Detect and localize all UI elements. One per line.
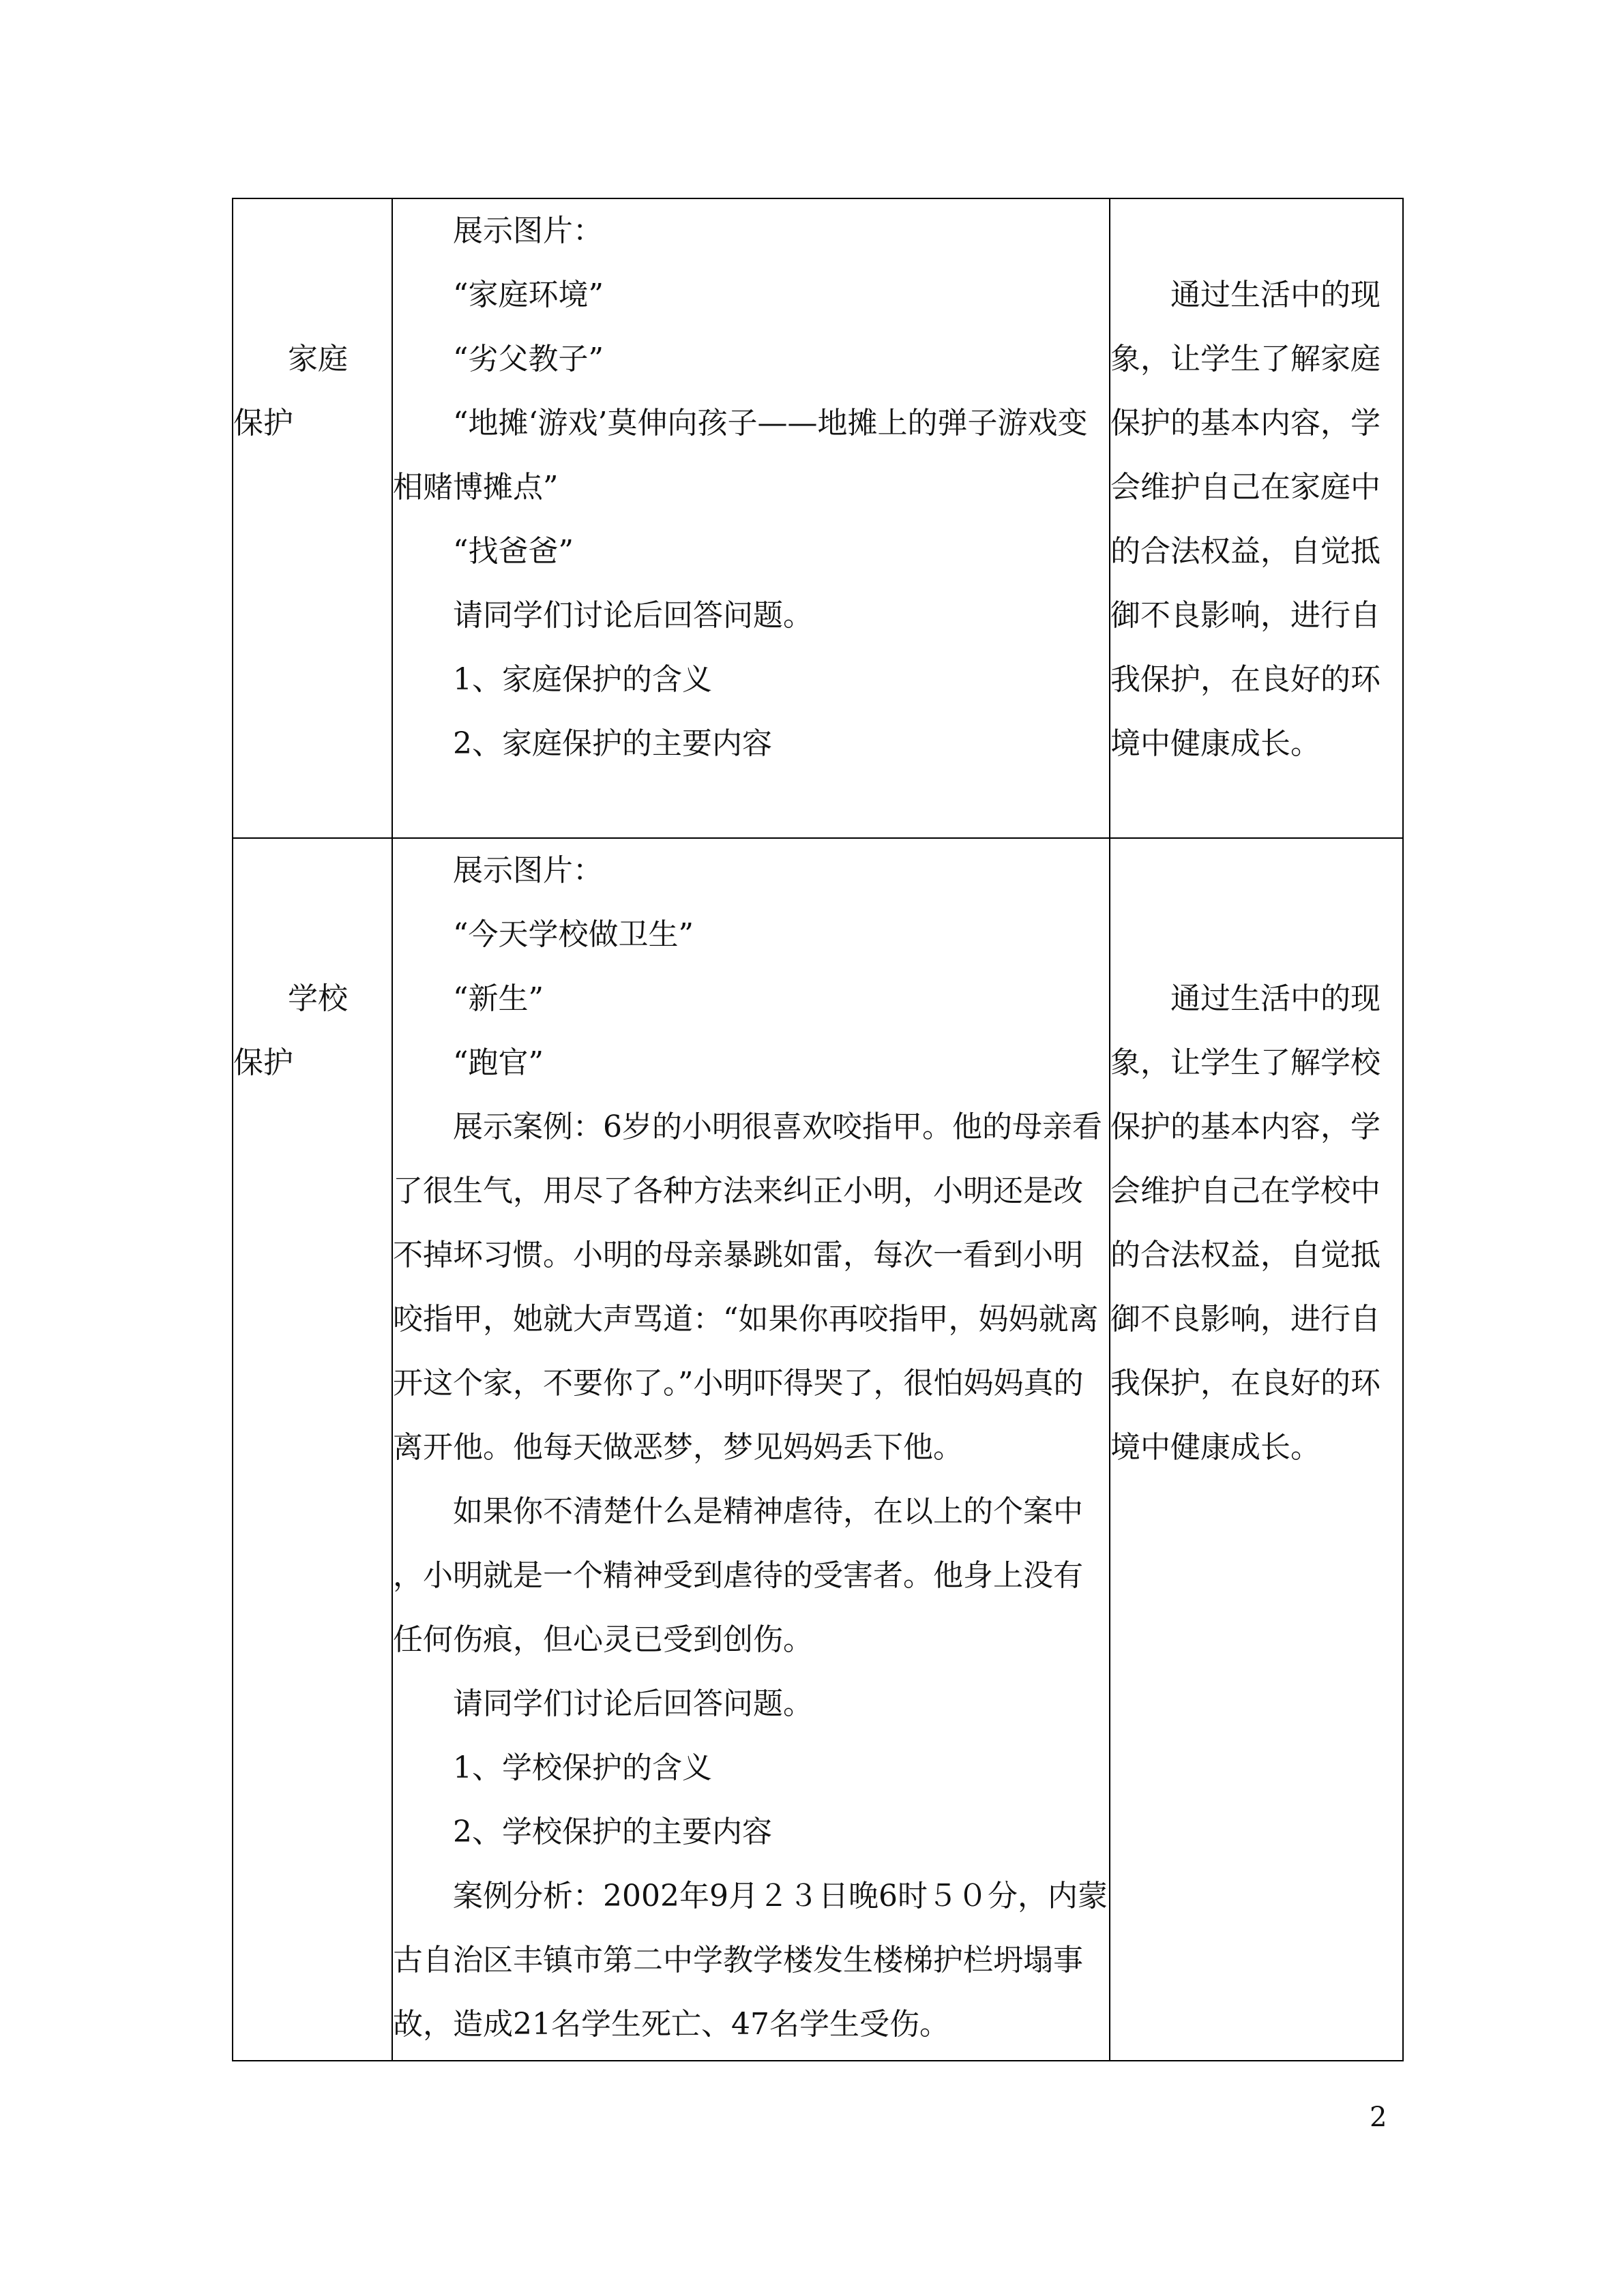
- topic-label: 家庭: [288, 342, 348, 376]
- activity-paragraph: “找爸爸”: [453, 534, 574, 569]
- activity-paragraph: 如果你不清楚什么是精神虐待，在以上的个案中: [453, 1494, 1083, 1529]
- lesson-plan-table: [232, 198, 1404, 2061]
- page-number: 2: [1370, 2102, 1387, 2133]
- goal-text: 通过生活中的现象，让学生了解家庭保护的基本内容，学会维护自己在家庭中的合法权益，自觉抵御不良影响，进行自我保护，在良好的环境中健康成长。: [1110, 278, 1381, 761]
- topic-cell: [233, 198, 392, 838]
- activity-paragraph: 2、家庭保护的主要内容: [453, 726, 772, 761]
- activity-cell: [392, 198, 1110, 838]
- activity-paragraph: 展示案例：6岁的小明很喜欢咬指甲。他的母亲看了很生气，用尽了各种方法来纠正小明，小明还是改不掉坏习惯。小明的母亲暴跳如雷，每次一看到小明咬指甲，她就大声骂道：“如果你再咬指甲，妈妈就离开这个家，不要你了。”小明吓得哭了，很怕妈妈真的离开他。他每天做恶梦，梦见妈妈丢下他。: [393, 1109, 1102, 1465]
- activity-paragraph: ，小明就是一个精神受到虐待的受害者。他身上没有任何伤痕，但心灵已受到创伤。: [393, 1558, 1083, 1657]
- activity-paragraph: 展示图片：: [453, 213, 603, 248]
- topic-label: 保护: [233, 406, 293, 441]
- activity-paragraph: “劣父教子”: [453, 342, 604, 376]
- activity-paragraph: 请同学们讨论后回答问题。: [453, 1686, 813, 1721]
- activity-paragraph: 案例分析：2002年9月２３日晚6时５０分，内蒙古自治区丰镇市第二中学教学楼发生楼梯护栏坍塌事故，造成21名学生死亡、47名学生受伤。: [393, 1879, 1108, 2042]
- topic-cell: [233, 838, 392, 2061]
- goal-text: 通过生活中的现象，让学生了解学校保护的基本内容，学会维护自己在学校中的合法权益，自觉抵御不良影响，进行自我保护，在良好的环境中健康成长。: [1110, 981, 1381, 1465]
- activity-paragraph: 请同学们讨论后回答问题。: [453, 598, 813, 633]
- activity-paragraph: 2、学校保护的主要内容: [453, 1815, 772, 1849]
- activity-paragraph: 1、学校保护的含义: [453, 1750, 712, 1785]
- activity-paragraph: 1、家庭保护的含义: [453, 662, 712, 697]
- activity-paragraph: “家庭环境”: [453, 278, 604, 312]
- activity-paragraph: “跑官”: [453, 1045, 544, 1080]
- goal-cell: [1110, 198, 1403, 838]
- goal-cell: [1110, 838, 1403, 2061]
- activity-paragraph: “今天学校做卫生”: [453, 917, 694, 952]
- topic-label: 学校: [288, 981, 348, 1016]
- activity-paragraph: 展示图片：: [453, 853, 603, 888]
- table-row-school-protection: [233, 838, 1403, 2061]
- topic-label: 保护: [233, 1045, 293, 1080]
- activity-paragraph: “新生”: [453, 981, 544, 1016]
- activity-paragraph: “地摊‘游戏’莫伸向孩子——地摊上的弹子游戏变相赌博摊点”: [393, 406, 1088, 505]
- activity-cell: [392, 838, 1110, 2061]
- table-row-family-protection: [233, 198, 1403, 838]
